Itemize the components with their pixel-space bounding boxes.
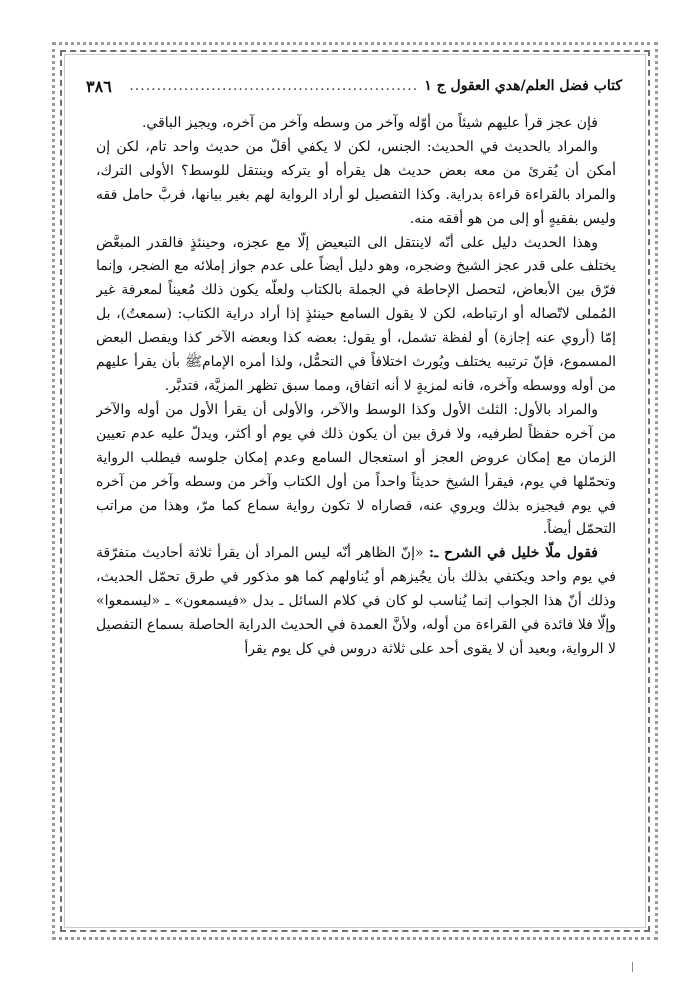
paragraph-text: فإن عجز قرأ عليهم شيئاً من أوّله وآخر من وسطه وآخر من آخره، ويجيز الباقي.	[141, 115, 598, 131]
running-header	[86, 74, 622, 98]
paragraph-text: «إنّ الظاهر أنّه ليس المراد أن يقرأ ثلاثة أحاديث متفرّقة في يوم واحد ويكتفي بذلك بأن يجُيزهم أو يُناولهم كما هو مذكور في طرق تحمّل الحديث، وذلك أنّ هذا الجواب إنما يُناسب لو كان في كلام السائل ـ بدل «فيسمعون» ـ «ليسمعوا» وإلّا فلا فائدة في القراءة من أوله، ولأنَّ العمدة في الحديث الدراية الحاصلة بسماع التفصيل لا الرواية، وبعيد أن لا يقوى أحد على ثلاثة دروس في كل يوم يقرأ	[96, 545, 616, 657]
paragraph-text: وهذا الحديث دليل على أنّه لاينتقل الى التبعيض إلّا مع عجزه، وحينئذٍ فالقدر المبعَّض يختلف على قدر عجز الشيخ وضجره، وهو دليل أيضاً على عدم جواز إملائه مع الضجر، وإنما فرّق بين الأبعاض، لتحصل الإحاطة في الجملة بالكتاب ولعلّه يكون ذلك مُعيناً لمعرفة غير المُملى لاتّصاله أو ارتباطه، لكن لا يقول السامع حينئذٍ إذا أراد دراية الكتاب: (سمعتُ)، بل إمّا (أروي عنه إجازة) أو لفظة تشمل، أو يقول: بعضه كذا وبعضه الآخر كذا ويفصل البعض المسموع، فإنّ ترتيبه يختلف ويُورث اختلافاً في التحمُّل، ولذا أمره الإمامﷺ بأن يقرأ عليهم من أوله ووسطه وآخره، فانه لمزيةٍ لا أنه اتفاق، ومما سبق تظهر المزيَّة، فتدبَّر.	[96, 234, 616, 394]
paragraph	[96, 542, 616, 662]
paragraph	[96, 232, 616, 399]
margin-mark	[632, 962, 633, 972]
paragraph-text: والمراد بالحديث في الحديث: الجنس، لكن لا يكفي أقلّ من حديث واحد تام، لكن إن أمكن أن يُقرئ من معه بعض حديث هل يقرأه أو يتركه وينتقل للوسط؟ الأولى الترك، والمراد بالقراءة قراءة بدراية. وكذا التفصيل لو أراد الرواية لهم بغير بيانها، فربَّ حامل فقه وليس بفقيهٍ أو إلى من هو أفقه منه.	[96, 138, 616, 227]
paragraph	[96, 399, 616, 542]
page-body	[96, 112, 616, 898]
paragraph-lead: فقول ملّا خليل في الشرح ـ:	[428, 545, 599, 562]
header-leader-dots: .....................................................	[129, 78, 419, 94]
paragraph-text: والمراد بالأول: الثلث الأول وكذا الوسط والآخر، والأولى أن يقرأ الأول من أوله والآخر من آخره حفظاً لطرفيه، ولا فرق بين أن يكون ذلك في يوم أو أكثر، ويدلّ عليه عدم تعيين الزمان مع إمكان عروض العجز أو استعجال السامع وعدم إمكان جلوسه فيطلب الرواية وتحمّلها في يوم، فيقرأ الشيخ حديثاً واحداً من أول الكتاب وآخر من وسطه وآخر من آخره في يوم فيجيزه بذلك ويروي عنه، قصاراه لا تكون رواية سماع كما مرّ، وهذا من مراتب التحمّل أيضاً.	[96, 401, 616, 538]
paragraph	[96, 112, 616, 136]
paragraph	[96, 136, 616, 232]
book-title: كتاب فضل العلم/هدي العقول ج ١	[424, 78, 622, 94]
page-number: ٣٨٦	[86, 76, 112, 96]
